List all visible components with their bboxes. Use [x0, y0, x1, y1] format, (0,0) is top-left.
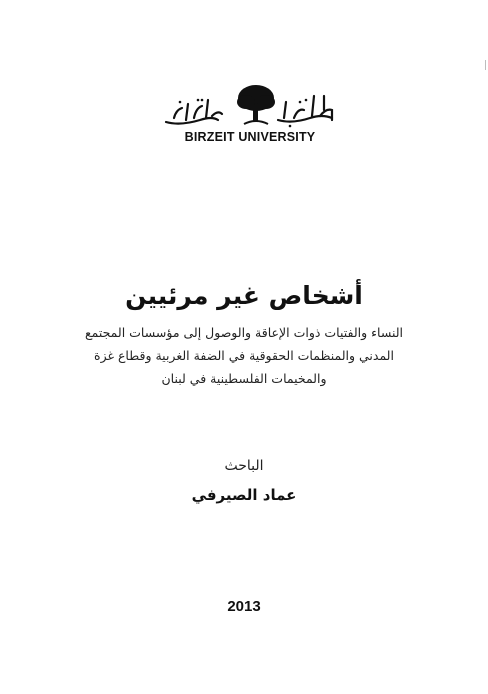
arabic-calligraphy-wordmark-right	[278, 96, 332, 127]
subtitle-line-1: النساء والفتيات ذوات الإعاقة والوصول إلى مؤسسات المجتمع	[84, 325, 404, 340]
university-logo-graphic	[160, 80, 340, 130]
university-latin-name: BIRZEIT UNIVERSITY	[184, 130, 316, 144]
researcher-name: عماد الصيرفي	[191, 486, 297, 504]
university-logo	[160, 80, 340, 150]
tree-icon	[237, 85, 275, 124]
subtitle-line-3: والمخيمات الفلسطينية في لبنان	[161, 371, 327, 386]
subtitle-line-2: المدني والمنظمات الحقوقية في الضفة الغربية وقطاع غزة	[94, 348, 394, 363]
book-title: أشخاص غير مرئيين	[125, 281, 363, 310]
page-edge-mark	[485, 60, 486, 70]
arabic-calligraphy-wordmark	[166, 99, 222, 124]
publication-year: 2013	[227, 598, 261, 615]
researcher-label: الباحث	[224, 458, 264, 474]
